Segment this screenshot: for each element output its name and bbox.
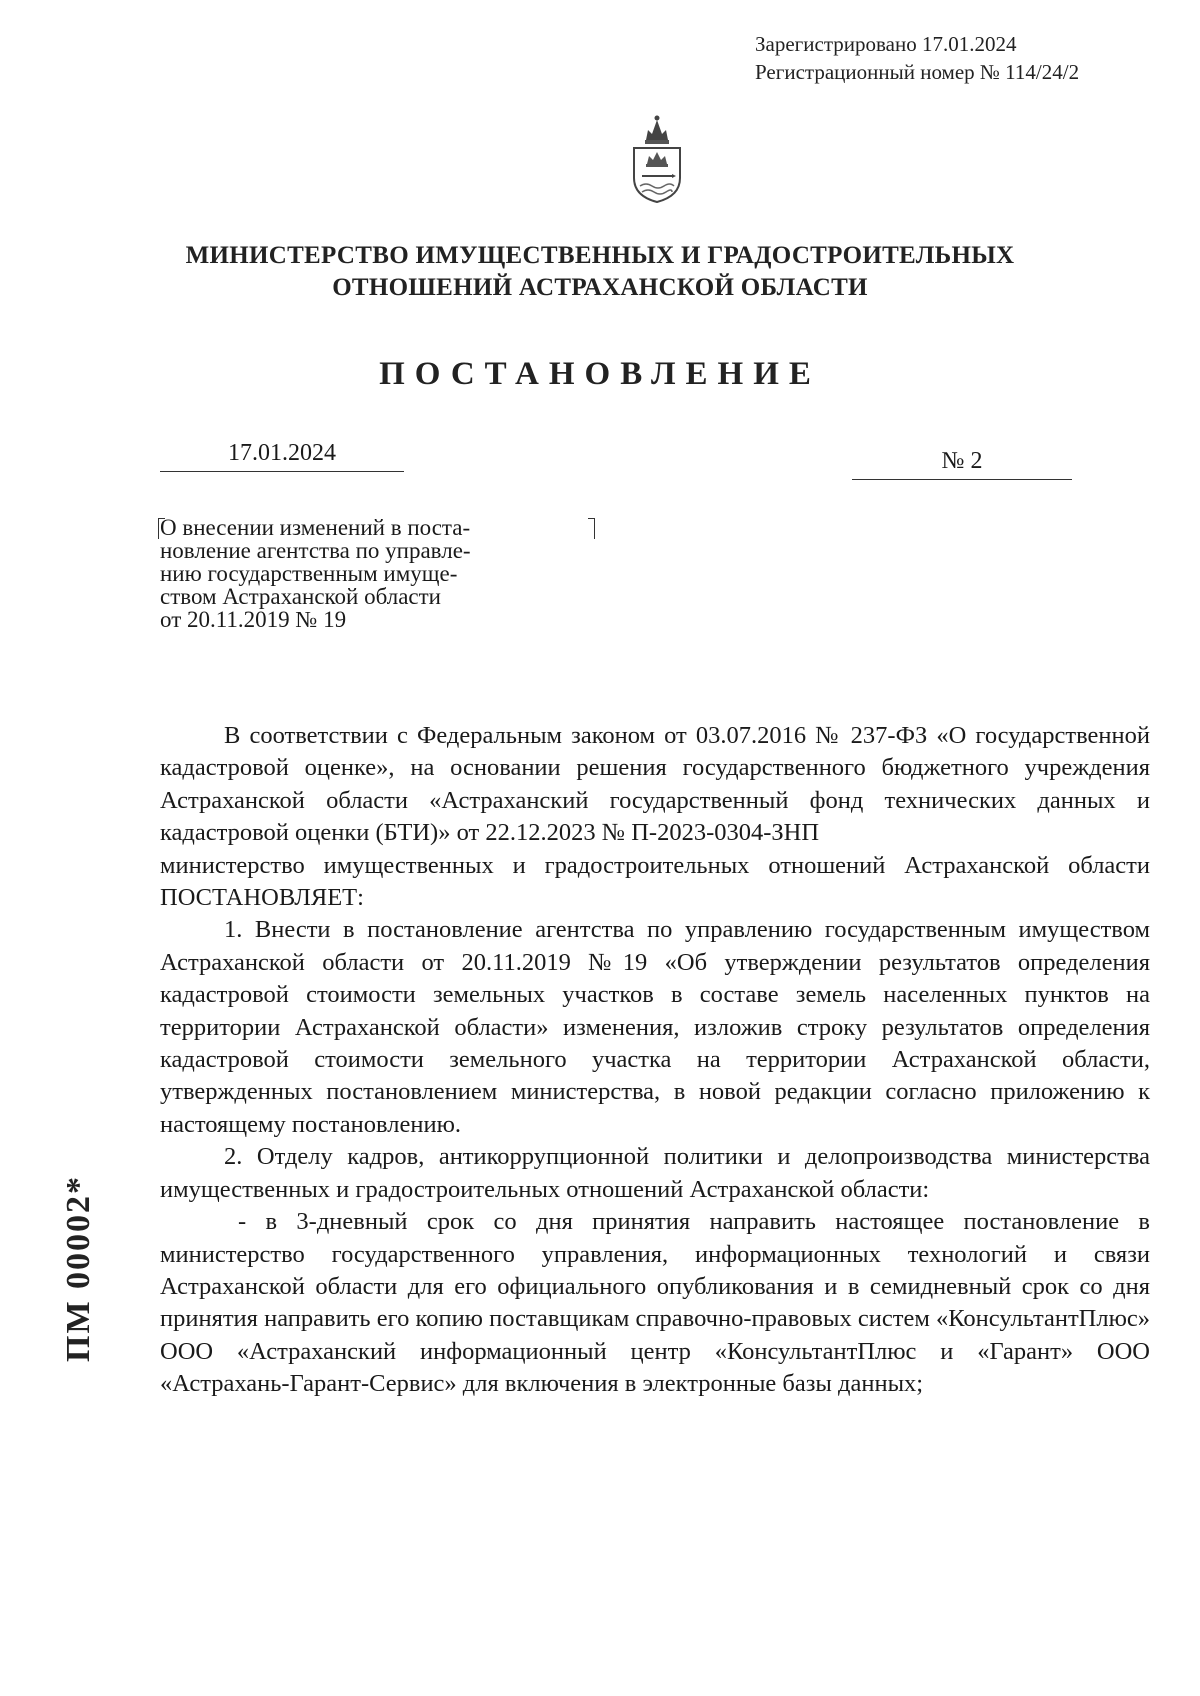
subject-line: ством Астраханской области: [160, 584, 441, 609]
preamble-paragraph: В соответствии с Федеральным законом от 03.07.2016 № 237-ФЗ «О государственной кадастровой оценке», на основании решения государственного бюджетного учреждения Астраханской области «Астраханский государственный фонд технических данных и кадастровой оценки (БТИ)» от 22.12.2023 № П-2023-0304-ЗНП: [160, 722, 1150, 847]
item-2-paragraph: 2. Отделу кадров, антикоррупционной политики и делопроизводства министерства имущественных и градостроительных отношений Астраханской области:: [160, 1143, 1150, 1203]
ministry-header: [150, 240, 1050, 304]
registration-number: Регистрационный номер № 114/24/2: [755, 60, 1080, 84]
document-number: № 2: [852, 448, 1072, 480]
subject-line: О внесении изменений в поста-: [160, 515, 471, 540]
ministry-line-1: МИНИСТЕРСТВО ИМУЩЕСТВЕННЫХ И ГРАДОСТРОИТЕЛЬНЫХ: [185, 242, 1015, 269]
subject-line: нию государственным имуще-: [160, 561, 458, 586]
resolution-paragraph: министерство имущественных и градостроительных отношений Астраханской области ПОСТАНОВЛЯЕТ:: [160, 851, 1150, 912]
subject-bracket-right: [588, 518, 595, 539]
registration-date: Зарегистрировано 17.01.2024: [755, 32, 1017, 56]
vertical-document-code: ПМ 00002*: [60, 1174, 97, 1362]
document-type-title: ПОСТАНОВЛЕНИЕ: [379, 356, 821, 392]
subject-line: от 20.11.2019 № 19: [160, 607, 347, 632]
subject-line: новление агентства по управле-: [160, 538, 471, 563]
registration-stamp: [755, 30, 1079, 86]
item-1-paragraph: 1. Внести в постановление агентства по управлению государственным имуществом Астраханской области от 20.11.2019 №19 «Об утверждении результатов определения кадастровой стоимости земельных участков в составе земель населенных пунктов на территории Астраханской области» изменения, изложив строку результатов определения кадастровой стоимости земельного участка на территории Астраханской области, утвержденных постановлением министерства, в новой редакции согласно приложению к настоящему постановлению.: [160, 916, 1150, 1138]
item-2-subitem-paragraph: - в 3-дневный срок со дня принятия направить настоящее постановление в министерство государственного управления, информационных технологий и связи Астраханской области для его официального опубликования и в семидневный срок со дня принятия направить его копию поставщикам справочно-правовых систем «КонсультантПлюс» ООО «Астраханский информационный центр «КонсультантПлюс и «Гарант» ООО «Астрахань-Гарант-Сервис» для включения в электронные базы данных;: [160, 1208, 1150, 1398]
document-date: 17.01.2024: [160, 440, 404, 472]
subject-bracket-left: [158, 518, 165, 539]
ministry-line-2: ОТНОШЕНИЙ АСТРАХАНСКОЙ ОБЛАСТИ: [332, 274, 868, 301]
document-subject: [160, 516, 585, 631]
document-body: [160, 720, 1150, 1401]
astrakhan-coat-of-arms-icon: [628, 112, 686, 204]
